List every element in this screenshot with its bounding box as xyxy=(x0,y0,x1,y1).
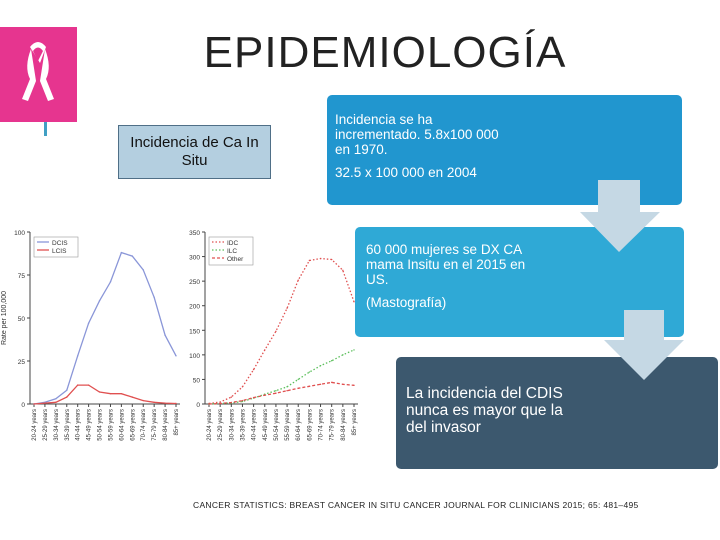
data-point-idc xyxy=(286,307,287,308)
down-arrow-icon-1 xyxy=(580,180,660,255)
data-point-idc xyxy=(253,369,254,370)
y-axis-label: Rate per 100,000 xyxy=(1,290,8,346)
series-line-lcis xyxy=(34,385,176,404)
data-point-dcis xyxy=(132,255,133,256)
data-point-idc xyxy=(275,331,276,332)
legend-label: ILC xyxy=(227,248,238,255)
series-line-ilc xyxy=(209,350,354,404)
step2-line-2: mama Insitu en el 2015 en xyxy=(366,257,526,272)
x-tick-label: 55-59 years xyxy=(285,409,292,441)
data-point-lcis xyxy=(99,391,100,392)
data-point-lcis xyxy=(66,396,67,397)
data-point-other xyxy=(253,397,254,398)
data-point-idc xyxy=(331,259,332,260)
data-point-idc xyxy=(231,396,232,397)
data-point-other xyxy=(264,394,265,395)
x-tick-label: 25-29 years xyxy=(42,409,49,441)
data-point-dcis xyxy=(175,355,176,356)
data-point-other xyxy=(353,385,354,386)
step1-line-3: en 1970. xyxy=(335,142,388,157)
data-point-lcis xyxy=(77,384,78,385)
data-point-dcis xyxy=(55,398,56,399)
y-tick-label: 25 xyxy=(17,359,25,366)
data-point-dcis xyxy=(153,297,154,298)
x-tick-label: 60-64 years xyxy=(119,409,126,441)
data-point-dcis xyxy=(77,355,78,356)
series-line-dcis xyxy=(34,253,176,404)
y-tick-label: 250 xyxy=(189,279,200,287)
x-tick-label: 60-64 years xyxy=(296,409,303,441)
data-point-dcis xyxy=(143,269,144,270)
series-line-idc xyxy=(209,259,354,404)
step1-extra: 32.5 x 100 000 en 2004 xyxy=(335,165,477,180)
x-tick-label: 85+ years xyxy=(352,409,358,436)
insitu-label-box xyxy=(118,125,271,179)
down-arrow-icon-2 xyxy=(604,310,684,382)
y-tick-label: 50 xyxy=(192,377,200,385)
data-point-other xyxy=(275,392,276,393)
insitu-label: Incidencia de Ca In Situ xyxy=(130,134,259,169)
y-tick-label: 100 xyxy=(14,230,25,237)
x-tick-label: 50-54 years xyxy=(273,409,280,441)
x-tick-label: 20-24 years xyxy=(207,409,213,441)
y-tick-label: 100 xyxy=(189,352,200,360)
data-point-ilc xyxy=(342,354,343,355)
data-point-idc xyxy=(242,386,243,387)
x-tick-label: 70-74 years xyxy=(141,409,148,441)
data-point-other xyxy=(219,403,220,404)
data-point-dcis xyxy=(66,390,67,391)
x-tick-label: 40-44 years xyxy=(251,409,258,441)
logo-accent-line xyxy=(44,122,47,136)
step3-line-2: nunca es mayor que la xyxy=(406,402,563,419)
data-point-lcis xyxy=(44,402,45,403)
x-tick-label: 35-39 years xyxy=(64,409,71,441)
data-point-other xyxy=(242,400,243,401)
legend-label: Other xyxy=(227,256,244,263)
series-line-other xyxy=(209,382,354,404)
step1-line-2: incrementado. 5.8x100 000 xyxy=(335,127,499,142)
data-point-ilc xyxy=(331,360,332,361)
data-point-idc xyxy=(320,258,321,259)
step3-line-1: La incidencia del CDIS xyxy=(406,385,563,402)
step2-line-3: US. xyxy=(366,272,389,287)
data-point-other xyxy=(208,403,209,404)
slide-title: EPIDEMIOLOGÍA xyxy=(203,28,567,77)
data-point-idc xyxy=(309,260,310,261)
citation: CANCER STATISTICS: BREAST CANCER IN SITU CANCER JOURNAL FOR CLINICIANS 2015; 65: 481–495 xyxy=(193,500,639,510)
data-point-ilc xyxy=(320,365,321,366)
step3-line-3: del invasor xyxy=(406,419,481,436)
charts-figure xyxy=(0,220,370,500)
y-tick-label: 0 xyxy=(21,402,25,409)
data-point-ilc xyxy=(353,349,354,350)
data-point-other xyxy=(298,388,299,389)
data-point-lcis xyxy=(33,403,34,404)
x-tick-label: 25-29 years xyxy=(218,409,225,441)
x-tick-label: 80-84 years xyxy=(163,409,170,441)
x-tick-label: 35-39 years xyxy=(240,409,247,441)
legend-label: DCIS xyxy=(52,240,68,247)
x-tick-label: 65-69 years xyxy=(307,409,314,441)
x-tick-label: 45-49 years xyxy=(262,409,269,441)
y-tick-label: 300 xyxy=(189,254,200,262)
data-point-other xyxy=(320,384,321,385)
y-tick-label: 200 xyxy=(189,303,200,311)
data-point-idc xyxy=(264,349,265,350)
data-point-lcis xyxy=(88,384,89,385)
y-tick-label: 50 xyxy=(17,316,25,323)
data-point-lcis xyxy=(55,402,56,403)
pink-ribbon-logo xyxy=(0,27,77,122)
data-point-lcis xyxy=(175,403,176,404)
data-point-idc xyxy=(298,279,299,280)
data-point-dcis xyxy=(121,252,122,253)
data-point-other xyxy=(331,382,332,383)
step2-line-1: 60 000 mujeres se DX CA xyxy=(366,242,523,257)
data-point-lcis xyxy=(132,396,133,397)
x-tick-label: 30-34 years xyxy=(53,409,60,441)
y-tick-label: 0 xyxy=(196,402,200,409)
y-tick-label: 75 xyxy=(17,273,25,280)
x-tick-label: 50-54 years xyxy=(97,409,104,441)
x-tick-label: 30-34 years xyxy=(229,409,236,441)
x-tick-label: 75-79 years xyxy=(329,409,336,441)
data-point-dcis xyxy=(164,335,165,336)
data-point-lcis xyxy=(164,402,165,403)
data-point-other xyxy=(231,402,232,403)
legend-label: LCIS xyxy=(52,248,67,255)
step2-extra: (Mastografía) xyxy=(366,295,447,310)
data-point-ilc xyxy=(298,379,299,380)
x-tick-label: 75-79 years xyxy=(152,409,159,441)
data-point-other xyxy=(342,384,343,385)
data-point-dcis xyxy=(110,281,111,282)
data-point-lcis xyxy=(121,393,122,394)
legend-label: IDC xyxy=(227,240,239,247)
chart-invasive-rates xyxy=(189,230,358,441)
data-point-idc xyxy=(219,401,220,402)
data-point-ilc xyxy=(275,390,276,391)
x-tick-label: 70-74 years xyxy=(318,409,325,441)
data-point-lcis xyxy=(143,400,144,401)
x-tick-label: 45-49 years xyxy=(86,409,93,441)
ribbon-icon xyxy=(0,27,77,122)
x-tick-label: 20-24 years xyxy=(32,409,38,441)
step1-line-1: Incidencia se ha xyxy=(335,112,433,127)
chart-insitu-rates xyxy=(1,230,180,441)
data-point-ilc xyxy=(309,371,310,372)
data-point-idc xyxy=(342,270,343,271)
data-point-other xyxy=(309,386,310,387)
x-tick-label: 40-44 years xyxy=(75,409,82,441)
x-tick-label: 85+ years xyxy=(174,409,180,436)
data-point-other xyxy=(286,390,287,391)
data-point-dcis xyxy=(88,322,89,323)
x-tick-label: 55-59 years xyxy=(108,409,115,441)
data-point-lcis xyxy=(153,402,154,403)
x-tick-label: 65-69 years xyxy=(130,409,137,441)
data-point-lcis xyxy=(110,393,111,394)
y-tick-label: 150 xyxy=(189,328,200,336)
data-point-dcis xyxy=(99,300,100,301)
y-tick-label: 350 xyxy=(189,230,200,237)
x-tick-label: 80-84 years xyxy=(340,409,347,441)
data-point-ilc xyxy=(286,386,287,387)
